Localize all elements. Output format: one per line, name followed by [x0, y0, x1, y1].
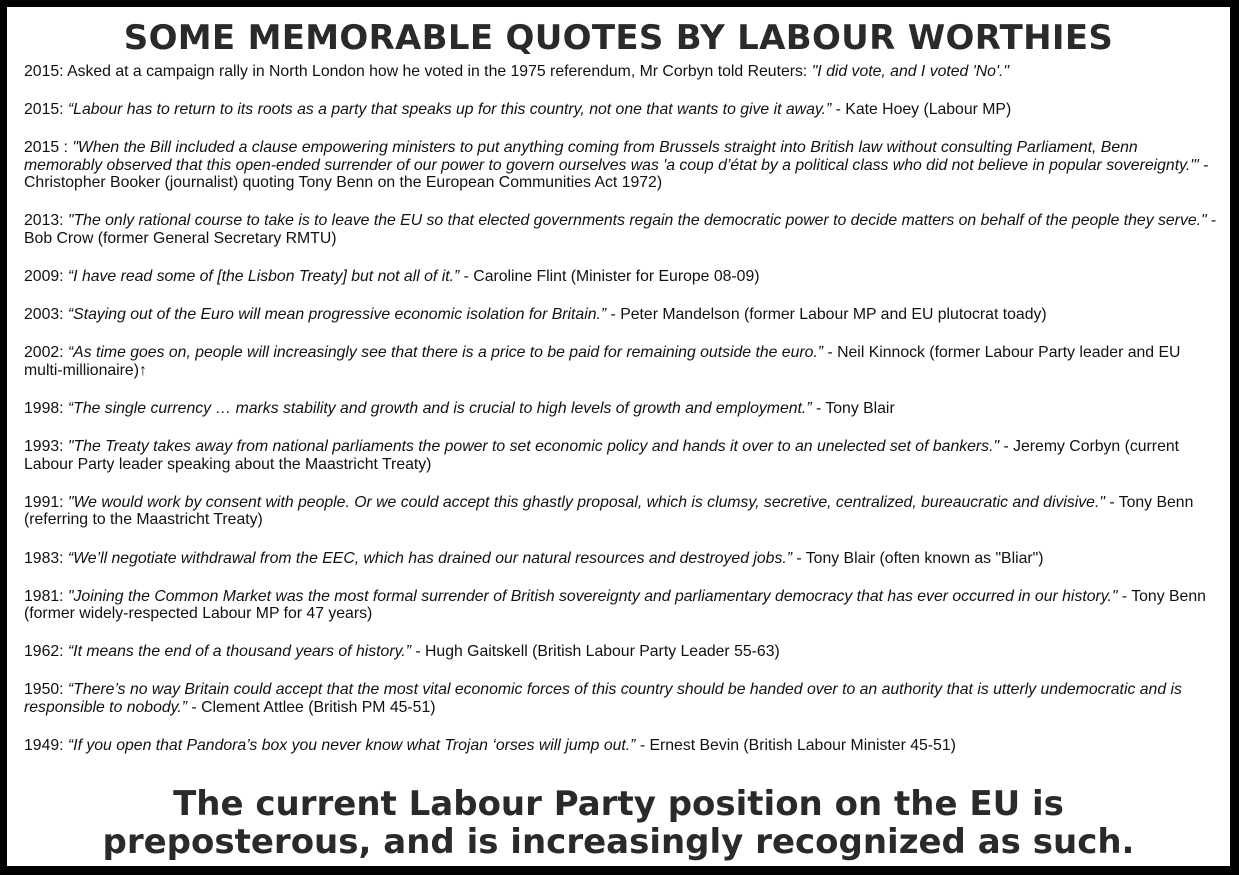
quote-text: “As time goes on, people will increasingly see that there is a price to be paid for remaining outside the euro.” — [67, 344, 824, 362]
quote-item — [24, 101, 1219, 119]
quote-item — [24, 494, 1219, 529]
quote-list — [24, 63, 1219, 775]
quote-text: "The Treaty takes away from national parliaments the power to set economic policy and hands it over to an unelected set of bankers." — [67, 438, 1000, 456]
quote-year: 1993: — [24, 438, 64, 456]
quote-text: “I have read some of [the Lisbon Treaty] but not all of it.” — [67, 268, 460, 286]
quote-year: 1983: — [24, 549, 64, 567]
quote-year: 2003: — [24, 306, 64, 324]
quote-text: “Labour has to return to its roots as a party that speaks up for this country, not one that wants to give it away.” — [67, 101, 832, 119]
quote-text: “We’ll negotiate withdrawal from the EEC, which has drained our natural resources and destroyed jobs.” — [67, 549, 793, 567]
quote-attribution: - Christopher Booker (journalist) quoting Tony Benn on the European Communities Act 1972) — [24, 156, 1209, 192]
quote-item — [24, 737, 1219, 755]
quote-text: “It means the end of a thousand years of history.” — [67, 643, 411, 661]
quote-year: 2009: — [24, 268, 64, 286]
quote-attribution: - Caroline Flint (Minister for Europe 08-09) — [459, 268, 760, 286]
quote-text: “If you open that Pandora’s box you never know what Trojan ‘orses will jump out.” — [67, 737, 636, 755]
poster — [7, 7, 1230, 866]
quote-text: “There’s no way Britain could accept that the most vital economic forces of this country should be handed over to an authority that is utterly undemocratic and is responsible to nobody.” — [24, 681, 1182, 716]
quote-year: 1998: — [24, 400, 64, 418]
quote-item — [24, 588, 1219, 623]
quote-item — [24, 550, 1219, 568]
quote-item — [24, 344, 1219, 379]
quote-text: "The only rational course to take is to leave the EU so that elected governments regain the democratic power to decide matters on behalf of the people they serve." — [67, 212, 1207, 230]
quote-year: 1962: — [24, 643, 64, 661]
quote-year: 2002: — [24, 344, 64, 362]
quote-text: "When the Bill included a clause empowering ministers to put anything coming from Brussels straight into British law without consulting Parliament, Benn memorably observed that this open-ended surrender of our power to govern ourselves was 'a coup d’état by a political class who did not believe in popular sovereignty."' — [24, 139, 1199, 174]
quote-attribution: - Tony Benn (former widely-respected Labour MP for 47 years) — [24, 587, 1206, 623]
quote-year: 1981: — [24, 587, 64, 605]
quote-item — [24, 643, 1219, 661]
quote-item — [24, 681, 1219, 716]
quote-item — [24, 306, 1219, 324]
quote-year: 2015 : — [24, 139, 68, 157]
quote-attribution: - Clement Attlee (British PM 45-51) — [187, 698, 436, 716]
closing-line-2: preposterous, and is increasingly recognized as such. — [102, 822, 1135, 862]
quote-attribution: - Ernest Bevin (British Labour Minister 45-51) — [635, 737, 956, 755]
quote-year: 2013: — [24, 212, 64, 230]
quote-attribution: - Tony Blair (often known as "Bliar") — [792, 549, 1044, 567]
page-title: SOME MEMORABLE QUOTES BY LABOUR WORTHIES — [123, 18, 1114, 58]
quote-text: “Staying out of the Euro will mean progressive economic isolation for Britain.” — [67, 306, 607, 324]
quote-item — [24, 212, 1219, 247]
quote-attribution: - Tony Benn (referring to the Maastricht Treaty) — [24, 493, 1194, 529]
quote-item — [24, 63, 1219, 81]
quote-context: Asked at a campaign rally in North London how he voted in the 1975 referendum, Mr Corbyn told Reuters: — [67, 63, 812, 80]
quote-attribution: - Bob Crow (former General Secretary RMTU) — [24, 212, 1217, 248]
quote-item — [24, 268, 1219, 286]
quote-item — [24, 400, 1219, 418]
quote-attribution: - Hugh Gaitskell (British Labour Party Leader 55-63) — [410, 643, 780, 661]
quote-year: 2015: — [24, 101, 64, 119]
quote-text: "I did vote, and I voted 'No'." — [811, 63, 1009, 80]
quote-year: 1991: — [24, 493, 64, 511]
quote-text: "We would work by consent with people. Or we could accept this ghastly proposal, which is clumsy, secretive, centralized, bureaucratic and divisive." — [67, 493, 1105, 511]
quote-item — [24, 438, 1219, 473]
quote-attribution: - Jeremy Corbyn (current Labour Party leader speaking about the Maastricht Treaty) — [24, 438, 1180, 473]
quote-year: 1950: — [24, 681, 64, 699]
quote-attribution: - Tony Blair — [811, 400, 895, 418]
closing-line-1: The current Labour Party position on the EU is — [173, 784, 1064, 824]
quote-attribution: - Peter Mandelson (former Labour MP and EU plutocrat toady) — [606, 306, 1047, 324]
closing-statement — [7, 785, 1230, 861]
quote-attribution: - Neil Kinnock (former Labour Party leader and EU multi-millionaire)↑ — [24, 344, 1181, 379]
quote-text: “The single currency … marks stability and growth and is crucial to high levels of growth and employment.” — [67, 400, 812, 418]
quote-year: 2015: — [24, 63, 64, 80]
quote-year: 1949: — [24, 737, 64, 755]
quote-text: "Joining the Common Market was the most formal surrender of British sovereignty and parliamentary democracy that has ever occurred in our history." — [67, 587, 1118, 605]
quote-attribution: - Kate Hoey (Labour MP) — [831, 101, 1012, 119]
quote-item — [24, 139, 1219, 192]
